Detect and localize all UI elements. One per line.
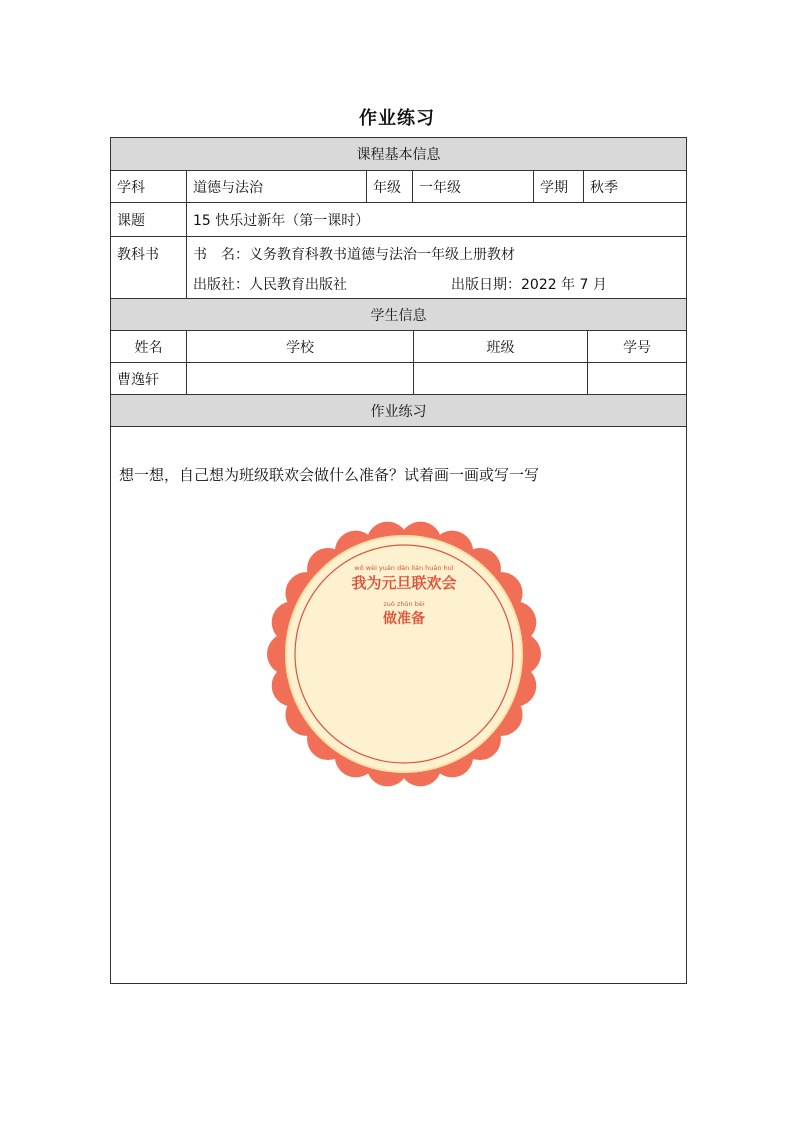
school-header: 学校 [187, 331, 414, 362]
textbook-row [111, 237, 686, 299]
grade-value: 一年级 [413, 171, 534, 202]
student-header-row [111, 331, 686, 363]
topic-row [111, 203, 686, 237]
scalloped-badge-icon [264, 518, 544, 790]
class-header: 班级 [414, 331, 588, 362]
textbook-details [187, 237, 686, 298]
student-data-row [111, 363, 686, 395]
course-section-header [111, 138, 686, 171]
term-value: 秋季 [590, 179, 618, 196]
exercise-prompt: 想一想，自己想为班级联欢会做什么准备？试着画一画或写一写 [119, 466, 540, 484]
student-id-value[interactable] [588, 363, 686, 394]
page-title: 作业练习 [359, 108, 435, 129]
subject-value: 道德与法治 [187, 171, 367, 202]
school-value[interactable] [187, 363, 414, 394]
badge-pinyin-bottom: zuò zhǔn bèi [383, 600, 425, 608]
student-section-header [111, 299, 686, 331]
celebration-badge [264, 518, 544, 794]
student-section-title: 学生信息 [370, 307, 427, 324]
topic-label: 课题 [111, 203, 187, 236]
exercise-section-title: 作业练习 [370, 403, 427, 420]
course-section-title: 课程基本信息 [356, 147, 441, 163]
badge-pinyin-top: wǒ wèi yuán dàn lián huān huì [354, 564, 454, 572]
textbook-label: 教科书 [111, 237, 187, 298]
grade-label: 年级 [367, 171, 413, 202]
publisher: 出版社：人民教育出版社 [193, 277, 347, 293]
publish-date: 出版日期：2022 年 7 月 [451, 277, 607, 293]
homework-form [110, 137, 687, 984]
name-header: 姓名 [111, 331, 187, 362]
subject-label: 学科 [111, 171, 187, 202]
course-info-row [111, 171, 686, 203]
term-label: 学期 [534, 171, 584, 202]
badge-line-1: 我为元旦联欢会 [351, 574, 457, 592]
exercise-section-header [111, 395, 686, 427]
student-name: 曹逸轩 [111, 363, 187, 394]
class-value[interactable] [414, 363, 588, 394]
topic-value: 15 快乐过新年（第一课时） [193, 212, 370, 229]
badge-line-2: 做准备 [383, 611, 425, 627]
book-name: 书 名：义务教育科教书道德与法治一年级上册教材 [193, 247, 515, 263]
student-id-header: 学号 [623, 339, 651, 356]
